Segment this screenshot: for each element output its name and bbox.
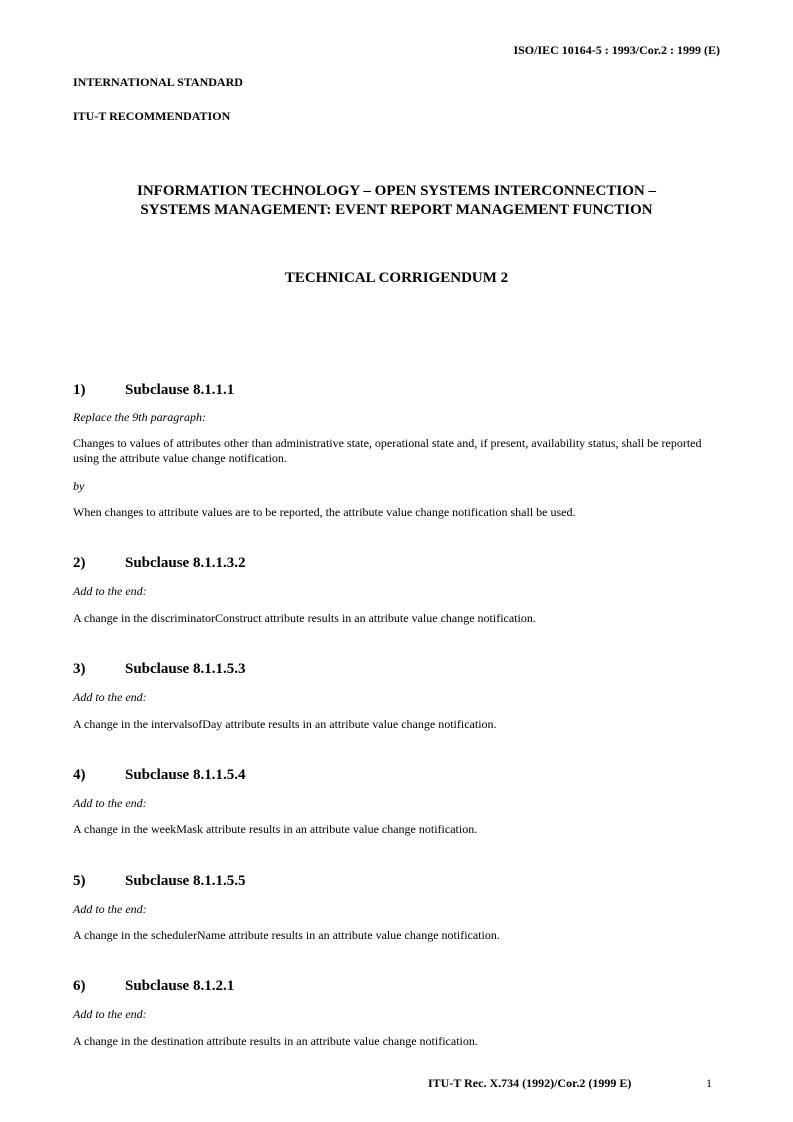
- section-title: Subclause 8.1.2.1: [125, 978, 235, 994]
- section-title: Subclause 8.1.1.5.4: [125, 767, 246, 783]
- header-reference: ISO/IEC 10164-5 : 1993/Cor.2 : 1999 (E): [513, 43, 720, 57]
- section-text: A change in the weekMask attribute results in an attribute value change notification.: [73, 822, 478, 836]
- section-instruction: Add to the end:: [73, 1007, 147, 1021]
- document-title: [0, 182, 793, 220]
- section-number: 4): [73, 767, 86, 783]
- section-title: Subclause 8.1.1.3.2: [125, 555, 246, 571]
- section-instruction: Add to the end:: [73, 902, 147, 916]
- section-title: Subclause 8.1.1.5.3: [125, 661, 246, 677]
- section-text: A change in the intervalsofDay attribute results in an attribute value change notification.: [73, 717, 497, 731]
- footer-reference: ITU-T Rec. X.734 (1992)/Cor.2 (1999 E): [428, 1076, 632, 1090]
- section-number: 2): [73, 555, 86, 571]
- section-text: A change in the destination attribute results in an attribute value change notification.: [73, 1034, 478, 1048]
- section-title: Subclause 8.1.1.5.5: [125, 873, 246, 889]
- title-line-1: INFORMATION TECHNOLOGY – OPEN SYSTEMS INTERCONNECTION –: [137, 183, 656, 199]
- recommendation-type: ITU-T RECOMMENDATION: [73, 109, 231, 123]
- section-text: A change in the schedulerName attribute results in an attribute value change notification.: [73, 928, 500, 942]
- section-instruction: Replace the 9th paragraph:: [73, 410, 206, 424]
- standard-type: INTERNATIONAL STANDARD: [73, 75, 243, 89]
- section-title: Subclause 8.1.1.1: [125, 382, 235, 398]
- section-instruction: Add to the end:: [73, 796, 147, 810]
- section-number: 1): [73, 382, 86, 398]
- section-original-text: Changes to values of attributes other than administrative state, operational state and, if present, availability status, shall be reported using the attribute value change notification.: [73, 436, 702, 465]
- page-number: 1: [706, 1076, 712, 1090]
- section-instruction: Add to the end:: [73, 690, 147, 704]
- section-number: 5): [73, 873, 86, 889]
- title-line-2: SYSTEMS MANAGEMENT: EVENT REPORT MANAGEMENT FUNCTION: [140, 202, 653, 218]
- section-instruction: Add to the end:: [73, 584, 147, 598]
- section-replacement-text: When changes to attribute values are to be reported, the attribute value change notification shall be used.: [73, 505, 576, 519]
- section-text: A change in the discriminatorConstruct attribute results in an attribute value change notification.: [73, 611, 536, 625]
- corrigendum-title: TECHNICAL CORRIGENDUM 2: [284, 270, 509, 286]
- section-number: 6): [73, 978, 86, 994]
- section-number: 3): [73, 661, 86, 677]
- section-connector: by: [73, 479, 85, 493]
